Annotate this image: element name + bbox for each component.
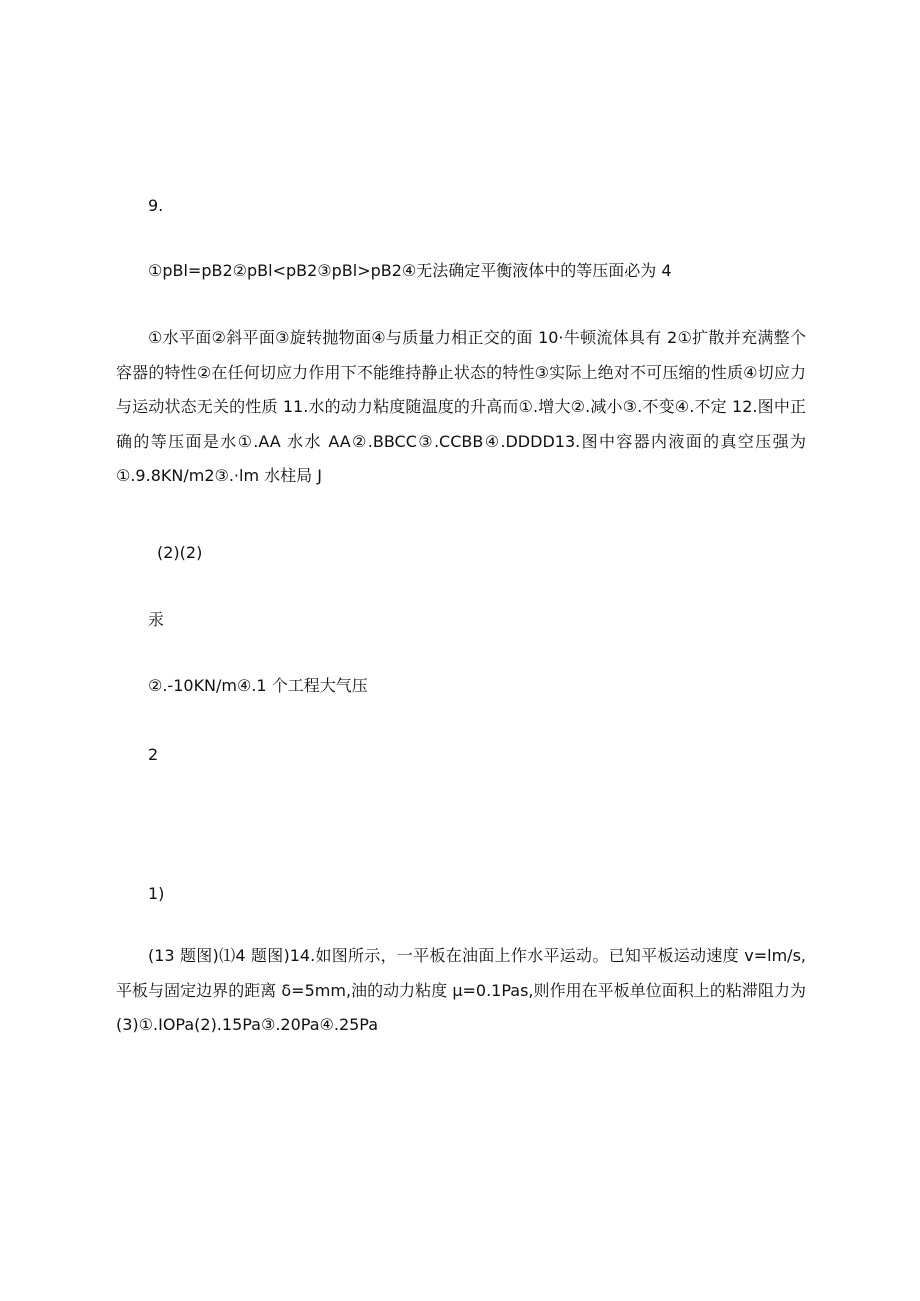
question-9-number: 9.	[148, 196, 164, 215]
questions-10-13-paragraph: ①水平面②斜平面③旋转抛物面④与质量力相正交的面 10·牛顿流体具有 2①扩散并充满整个容器的特性②在任何切应力作用下不能维持静止状态的特性③实际上绝对不可压缩的性质④切应力与运动状态无关的性质 11.水的动力粘度随温度的升高而①.增大②.减小③.不变④.不定 12.图中正确的等压面是水①.AA 水水 AA②.BBCC③.CCBB④.DDDD13.图中容器内液面的真空压强为①.9.8KN∕m2③.·lm 水柱局 J	[116, 328, 806, 485]
fragment-2-2: (2)(2)	[157, 543, 203, 562]
fragment-1-paren: 1)	[148, 884, 165, 903]
question-14-paragraph: (13 题图)⑴4 题图)14.如图所示，一平板在油面上作水平运动。已知平板运动速度 v=lm∕s,平板与固定边界的距离 δ=5mm,油的动力粘度 μ=0.1Pas,则作用在平板单位面积上的粘滞阻力为(3)①.IOPa(2).15Pa③.20Pa④.25Pa	[116, 946, 806, 1034]
fragment-number-2: 2	[148, 745, 159, 764]
question-9-options: ①pBl=pB2②pBl<pB2③pBl>pB2④无法确定平衡液体中的等压面必为 4	[148, 261, 672, 280]
fragment-glyph: 汞	[148, 610, 165, 629]
question-13-options: ②.-10KN/m④.1 个工程大气压	[148, 676, 368, 695]
